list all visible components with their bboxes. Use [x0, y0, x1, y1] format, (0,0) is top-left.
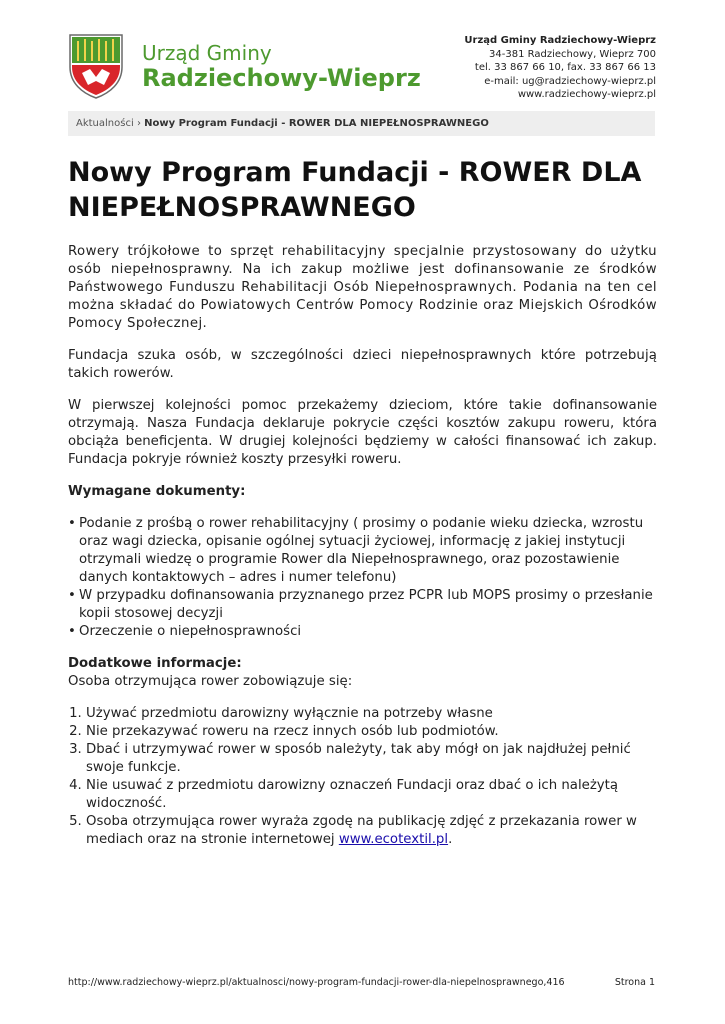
obligation-publication-text: Osoba otrzymująca rower wyraża zgodę na publikację zdjęć z przekazania rower w mediach oraz na stronie internetowej — [86, 814, 637, 847]
page-footer — [68, 977, 655, 988]
paragraph-priority: W pierwszej kolejności pomoc przekażemy dzieciom, które takie dofinansowanie otrzymają. Nasza Fundacja deklaruje pokrycie części kosztów zakupu roweru, która obciąża beneficjenta. W drugiej kolejności będziemy w całości finansować ich zakup. Fundacja pokryje również koszty przesyłki roweru. — [68, 398, 657, 467]
list-item: 3. Dbać i utrzymywać rower w sposób należyty, tak aby mógł on jak najdłużej pełnić swoje funkcje. — [86, 741, 657, 777]
article-body — [68, 243, 657, 849]
ecotextil-link[interactable]: www.ecotextil.pl — [338, 832, 449, 847]
obligations-list — [68, 705, 657, 849]
list-item: • Podanie z prośbą o rower rehabilitacyjny ( prosimy o podanie wieku dziecka, wzrostu oraz wagi dziecka, opisanie ogólnej sytuacji życiowej, informację z jakiej instytucji otrzymali wiedzę o programie Rower dla Niepełnosprawnego, oraz pozostawienie danych kontaktowych – adres i numer telefonu) — [79, 515, 657, 587]
additional-info-heading: Dodatkowe informacje: — [68, 656, 242, 671]
office-website: www.radziechowy-wieprz.pl — [517, 89, 656, 100]
page-number: Strona 1 — [614, 977, 655, 988]
contact-block — [464, 34, 656, 102]
list-item: • W przypadku dofinansowania przyznanego przez PCPR lub MOPS prosimy o przesłanie kopii stosowej decyzji — [79, 587, 657, 623]
list-item: 4. Nie usuwać z przedmiotu darowizny oznaczeń Fundacji oraz dbać o ich należytą widoczność. — [86, 777, 657, 813]
coat-of-arms-icon — [68, 33, 124, 99]
page-title: Nowy Program Fundacji - ROWER DLA NIEPEŁNOSPRAWNEGO — [68, 157, 642, 223]
breadcrumb-current: Nowy Program Fundacji - ROWER DLA NIEPEŁNOSPRAWNEGO — [144, 118, 489, 129]
site-logo[interactable] — [68, 33, 421, 101]
list-item: 1. Używać przedmiotu darowizny wyłącznie na potrzeby własne — [86, 705, 657, 723]
office-address: 34-381 Radziechowy, Wieprz 700 — [489, 48, 656, 60]
required-documents-heading: Wymagane dokumenty: — [68, 484, 246, 499]
office-email: e-mail: ug@radziechowy-wieprz.pl — [484, 75, 656, 87]
paragraph-intro: Rowery trójkołowe to sprzęt rehabilitacyjny specjalnie przystosowany do użytku osób niepełnosprawny. Na ich zakup możliwe jest dofinansowanie ze środków Państwowego Funduszu Rehabilitacji Osób Niepełnosprawnych. Podania na ten cel można składać do Powiatowych Centrów Pomocy Rodzinie oraz Miejskich Ośrodków Pomocy Społecznej. — [68, 244, 657, 331]
additional-info-intro: Osoba otrzymująca rower zobowiązuje się: — [68, 674, 353, 689]
logo-line-1: Urząd Gminy — [142, 41, 272, 65]
office-name: Urząd Gminy Radziechowy-Wieprz — [464, 35, 656, 46]
breadcrumb-separator: › — [136, 118, 141, 129]
office-phone: tel. 33 867 66 10, fax. 33 867 66 13 — [474, 62, 656, 73]
logo-line-2: Radziechowy-Wieprz — [142, 64, 421, 92]
breadcrumb-parent-link[interactable]: Aktualności — [76, 118, 134, 129]
obligation-end: . — [448, 832, 453, 847]
required-documents-list — [68, 515, 657, 641]
breadcrumb — [68, 111, 655, 136]
footer-url: http://www.radziechowy-wieprz.pl/aktualnosci/nowy-program-fundacji-rower-dla-niepelnosprawnego,416 — [68, 977, 565, 988]
list-item: • Orzeczenie o niepełnosprawności — [79, 623, 657, 641]
paragraph-search: Fundacja szuka osób, w szczególności dzieci niepełnosprawnych które potrzebują takich rowerów. — [68, 348, 657, 381]
list-item — [86, 813, 657, 849]
list-item: 2. Nie przekazywać roweru na rzecz innych osób lub podmiotów. — [86, 723, 657, 741]
